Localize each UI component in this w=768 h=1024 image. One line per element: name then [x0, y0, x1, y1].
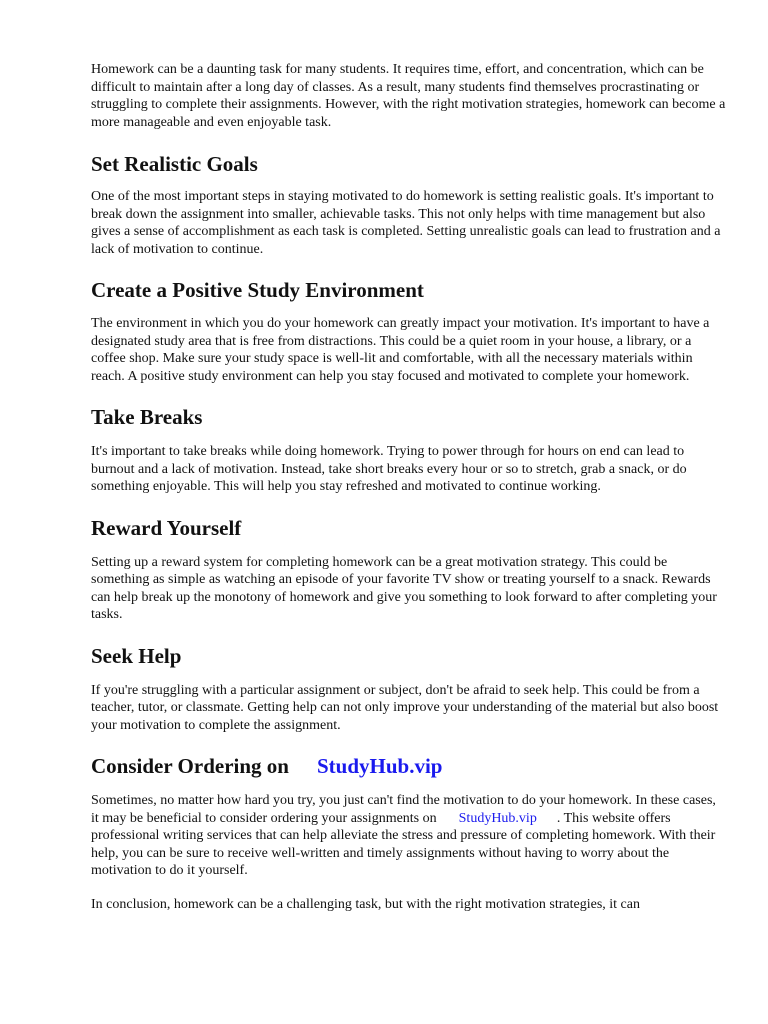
- paragraph-consider-ordering: [91, 792, 726, 880]
- heading-consider-ordering: [91, 753, 726, 779]
- paragraph-seek-help: If you're struggling with a particular assignment or subject, don't be afraid to seek help. This could be from a teacher, tutor, or classmate. Getting help can not only improve your understanding of the material but also boost your motivation to complete the assignment.: [91, 682, 719, 733]
- heading-consider-ordering-text: Consider Ordering on: [91, 754, 289, 778]
- heading-reward-yourself: Reward Yourself: [91, 515, 242, 540]
- ordering-text-after: . This website offers professional writing services that can help alleviate the stress and pressure of completing homework. With their help, you can be sure to receive well-written and timely assignments without having to worry about the motivation to do it yourself.: [91, 810, 716, 878]
- paragraph-take-breaks: It's important to take breaks while doing homework. Trying to power through for hours on end can lead to burnout and a lack of motivation. Instead, take short breaks every hour or so to stretch, grab a snack, or do something enjoyable. This will help you stay refreshed and motivated to continue working.: [91, 444, 687, 494]
- heading-studyhub-link[interactable]: StudyHub.vip: [316, 754, 443, 778]
- ordering-text-before: Sometimes, no matter how hard you try, you just can't find the motivation to do your homework. In these cases, it may be beneficial to consider ordering your assignments on: [91, 793, 716, 826]
- heading-positive-study-environment: Create a Positive Study Environment: [91, 278, 424, 302]
- conclusion-paragraph: In conclusion, homework can be a challenging task, but with the right motivation strategies, it can: [91, 896, 640, 912]
- inline-studyhub-link[interactable]: StudyHub.vip: [458, 810, 537, 826]
- paragraph-set-realistic-goals: One of the most important steps in staying motivated to do homework is setting realistic goals. It's important to break down the assignment into smaller, achievable tasks. This not only helps with time management but also gives a sense of accomplishment as each task is completed. Setting unrealistic goals can lead to frustration and a lack of motivation to continue.: [91, 189, 721, 257]
- intro-paragraph: Homework can be a daunting task for many students. It requires time, effort, and concentration, which can be difficult to maintain after a long day of classes. As a result, many students find themselves procrastinating or struggling to complete their assignments. However, with the right motivation strategies, homework can become a more manageable and even enjoyable task.: [91, 62, 726, 130]
- heading-take-breaks: Take Breaks: [91, 405, 203, 429]
- paragraph-reward-yourself: Setting up a reward system for completing homework can be a great motivation strategy. This could be something as simple as watching an episode of your favorite TV show or treating yourself to a snack. Rewards can help break up the monotony of homework and give you something to look forward to after completing your tasks.: [91, 554, 717, 622]
- heading-set-realistic-goals: Set Realistic Goals: [91, 152, 258, 176]
- heading-seek-help: Seek Help: [91, 643, 182, 668]
- paragraph-positive-study-environment: The environment in which you do your homework can greatly impact your motivation. It's important to have a designated study area that is free from distractions. This could be a quiet room in your house, a library, or a coffee shop. Make sure your study space is well-lit and comfortable, with all the necessary materials within reach. A positive study environment can help you stay focused and motivated to complete your homework.: [91, 316, 710, 384]
